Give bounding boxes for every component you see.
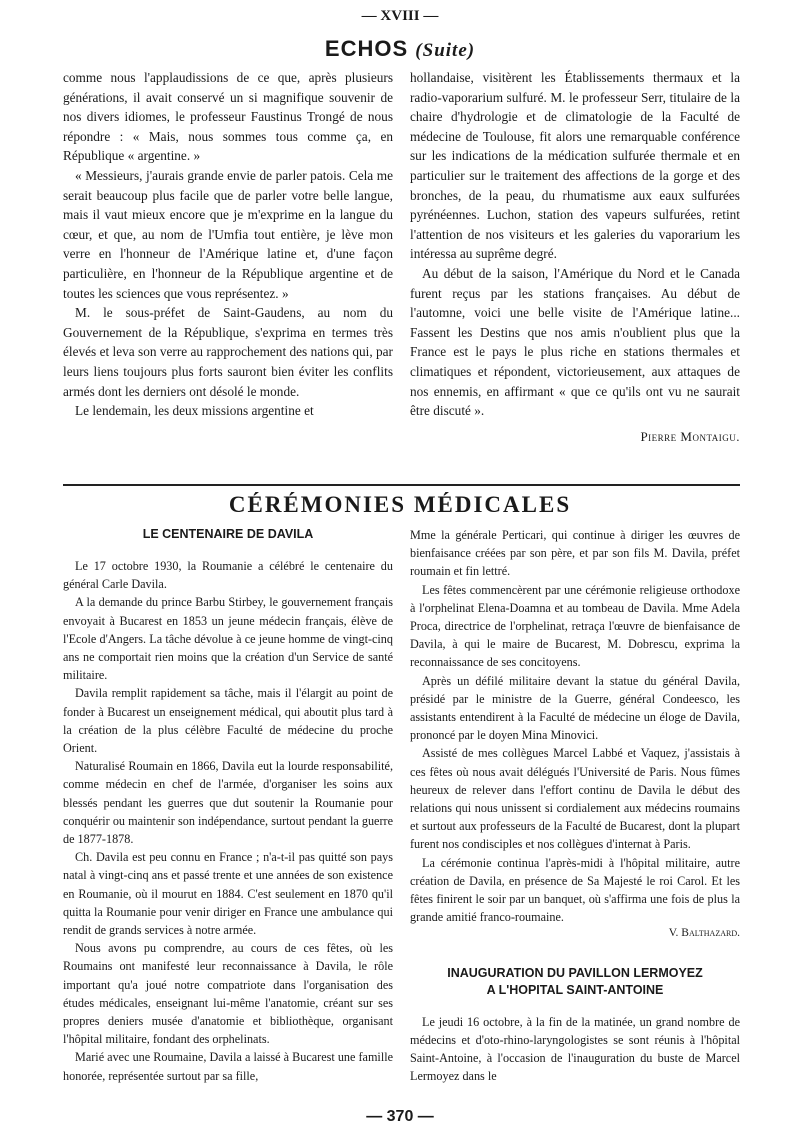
paragraph: Ch. Davila est peu connu en France ; n'a-t-il pas quitté son pays natal à vingt-cinq ans et passé trente et une années de son existence en Roumanie, où il mourut en 1884. C'est seulement en 1870 qu'il quitta la Roumanie pour venir diriger en France une ambulance qui rendit de grands services à notre armée. [63,850,393,938]
author-signature: Pierre Montaigu. [640,428,740,444]
page-header-roman: — XVIII — [361,8,439,24]
paragraph: Le jeudi 16 octobre, à la fin de la matinée, un grand nombre de médecins et d'oto-rhino-laryngologistes se sont réunis à l'hôpital Saint-Antoine, à l'occasion de l'inauguration du buste de Marcel Lermoyez dans le [410,1014,740,1084]
article-heading-davila: LE CENTENAIRE DE DAVILA [142,527,314,541]
paragraph: Assisté de mes collègues Marcel Labbé et Vaquez, j'assistais à ces fêtes où nous avait délégués l'Université de Paris. Nous fûmes heureux de relever dans l'effort continu de Davila le début des relations qui nous unissent si cordialement aux médecins roumains et surtout aux professeurs de la Faculté de Bucarest, dont la plupart furent nos condisciples et nos collègues d'internat à Paris. [410,746,740,852]
article-heading-lermoyez [410,965,740,999]
paragraph: Le 17 octobre 1930, la Roumanie a célébré le centenaire du général Carle Davila. [63,559,393,592]
section-title-echos [0,36,800,62]
heading-line: INAUGURATION DU PAVILLON LERMOYEZ [447,965,703,980]
paragraph: La cérémonie continua l'après-midi à l'hôpital militaire, autre création de Davila, en présence de Sa Majesté le roi Carol. Et les fêtes finirent le soir par un banquet, où s'affirma une fois de plus la grande amitié franco-roumaine. [410,855,740,925]
paragraph: Marié avec une Roumaine, Davila a laissé à Bucarest une famille honorée, représentée surtout par sa fille, [63,1050,393,1083]
paragraph: « Messieurs, j'aurais grande envie de parler patois. Cela me serait beaucoup plus facile que de parler votre belle langue, mais il vaut mieux encore que je m'exprime en la langue du cœur, et que, au nom de l'Umfia tout entière, je lève mon verre en l'honneur de l'Amérique latine et, d'une façon particulière, en l'honneur de la République argentine et de toutes les sciences que vous représentez. » [63,167,393,301]
paragraph: Mme la générale Perticari, qui continue à diriger les œuvres de bienfaisance créées par son père, et par son fils M. Davila, préfet roumain et fin lettré. [410,528,740,579]
echos-left-column [63,68,393,421]
ceremonies-right-column [410,526,740,1085]
author-signature: V. Balthazard. [668,927,740,940]
paragraph: Après un défilé militaire devant la statue du général Davila, présidé par le ministre de la Guerre, général Condeesco, les assistants entendirent à la Faculté de médecine un éloge de Davila, prononcé par le doyen Mina Minovici. [410,673,740,743]
paragraph: M. le sous-préfet de Saint-Gaudens, au nom du Gouvernement de la République, s'exprima en termes très élevés et leva son verre au rapprochement des nations qui, par leurs liens toujours plus forts sauront bien éviter les conflits armés dont les derniers ont désolé le monde. [63,305,393,399]
section-title-ceremonies: CÉRÉMONIES MÉDICALES [228,492,572,517]
heading-line: A L'HOPITAL SAINT-ANTOINE [486,982,664,997]
paragraph: Nous avons pu comprendre, au cours de ces fêtes, où les Roumains ont manifesté leur reconnaissance à Davila, le rôle important qu'a joué notre compatriote dans l'organisation des études médicales, enseignant lui-même l'anatomie, créant sur ses propres deniers musée d'anatomie et bibliothèque, organisant l'hôpital militaire, fondant des orphelinats. [63,941,393,1047]
echos-title-text: ECHOS [324,36,409,61]
paragraph: Le lendemain, les deux missions argentine et [75,403,314,419]
ceremonies-left-column [63,526,393,1085]
paragraph: hollandaise, visitèrent les Établissements thermaux et la radio-vaporarium sulfuré. M. le professeur Serr, titulaire de la chaire d'hydrologie et de climatologie de la Faculté de médecine de Toulouse, fit alors une remarquable conférence sur les indications de la médication sulfurée thermale et en particulier sur le traitement des affections de la gorge et des bronches, de la peau, du rhumatisme aux eaux sulfurées pyrénéennes. Luchon, station des vapeurs sulfurées, retint l'attention de nos visiteurs et les galeries du vaporarium les intéressa au suprême degré. [410,70,740,262]
paragraph: comme nous l'applaudissions de ce que, après plusieurs générations, il avait conservé un si magnifique souvenir de nos divers idiomes, le professeur Faustinus Trongé de nous répondre : « Mais, nous sommes tous comme ça, en République « argentine. » [63,70,393,164]
echos-right-column [410,68,740,446]
paragraph: A la demande du prince Barbu Stirbey, le gouvernement français envoyait à Bucarest en 1853 un jeune médecin français, élève de l'Ecole d'Angers. La tâche dévolue à ce jeune homme de vingt-cinq ans ne comportait rien moins que la création d'un Service de santé militaire. [63,595,393,683]
paragraph: Davila remplit rapidement sa tâche, mais il l'élargit au point de fonder à Bucarest un enseignement médical, qui aboutit plus tard à la création de la plus célèbre Faculté de médecine du proche Orient. [63,686,393,756]
page-number-footer: — 370 — [366,1108,434,1125]
echos-title-suffix: (Suite) [415,40,476,61]
paragraph: Les fêtes commencèrent par une cérémonie religieuse orthodoxe à l'orphelinat Elena-Doamna et au tombeau de Davila. Mme Adela Proca, directrice de l'orphelinat, retraça l'œuvre de bienfaisance de Davila, à qui le maire de Bucarest, M. Dobrescu, exprima la reconnaissance de ses concitoyens. [410,582,740,670]
paragraph: Au début de la saison, l'Amérique du Nord et le Canada furent reçus par les stations françaises. Au début de l'automne, voici une belle visite de l'Amérique latine... Fassent les Destins que nos amis n'oublient plus que la France est le pays le plus riche en stations thermales et climatiques et répondent, victorieusement, aux attaques de nos ennemis, en affirmant « que ce qu'ils ont vu ne saurait être discuté ». [410,265,740,419]
section-divider [63,484,740,486]
paragraph: Naturalisé Roumain en 1866, Davila eut la lourde responsabilité, comme médecin en chef de l'armée, d'organiser les soins aux blessés pendant les guerres que dut soutenir la Roumanie pour conquérir ou maintenir son indépendance, surtout pendant la guerre de 1877-1878. [63,759,393,847]
